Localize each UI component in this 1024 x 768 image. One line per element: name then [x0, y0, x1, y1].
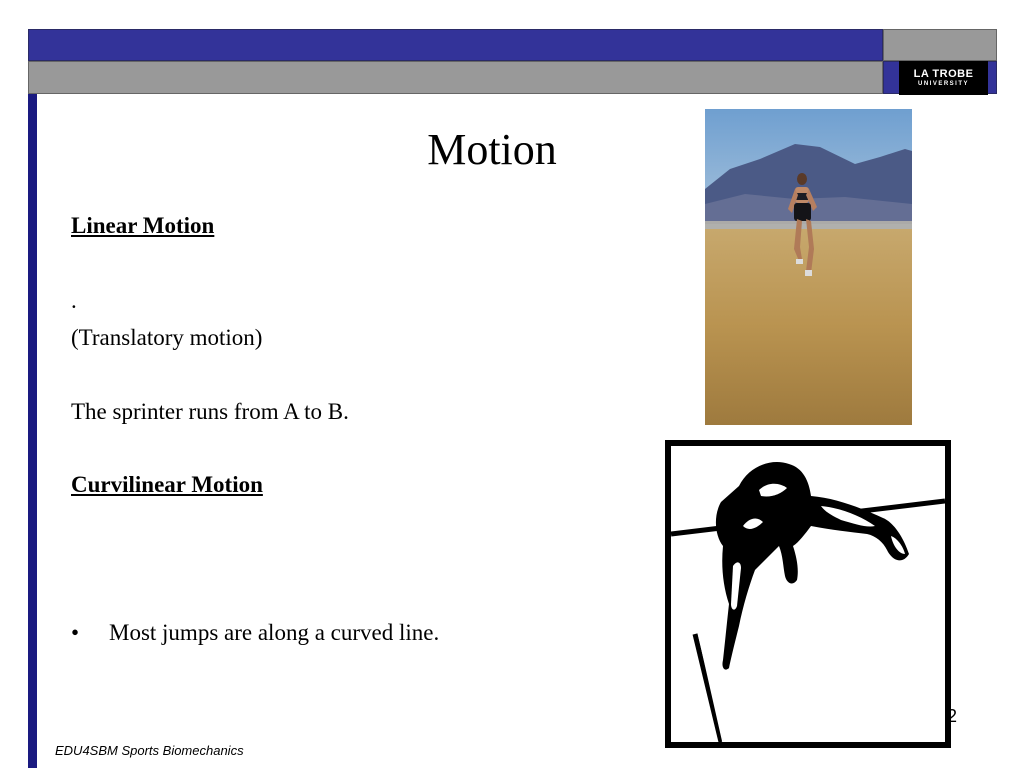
high-jumper-icon: [671, 446, 945, 742]
sprinter-text: The sprinter runs from A to B.: [71, 399, 349, 424]
curvilinear-motion-heading: Curvilinear Motion: [71, 472, 263, 497]
header-bar-gray: [28, 61, 883, 94]
left-accent-bar: [28, 94, 37, 768]
la-trobe-logo: [899, 61, 988, 95]
logo-line-1: LA TROBE: [913, 68, 974, 80]
header-bar-blue: [28, 29, 883, 61]
slide-title: Motion: [427, 125, 557, 174]
header-bar-gray-right: [883, 29, 997, 61]
runner-photo: [705, 109, 912, 425]
dot-line: .: [71, 288, 77, 313]
bullet-marker: •: [71, 620, 80, 645]
bullet-item: [71, 620, 439, 646]
translatory-motion-text: (Translatory motion): [71, 325, 263, 350]
bullet-text: Most jumps are along a curved line.: [109, 620, 440, 645]
logo-line-2: UNIVERSITY: [917, 81, 969, 87]
slide-number: 2: [947, 706, 958, 726]
linear-motion-heading: Linear Motion: [71, 213, 215, 238]
footer-text: EDU4SBM Sports Biomechanics: [55, 743, 244, 758]
high-jump-clipart: [665, 440, 951, 748]
